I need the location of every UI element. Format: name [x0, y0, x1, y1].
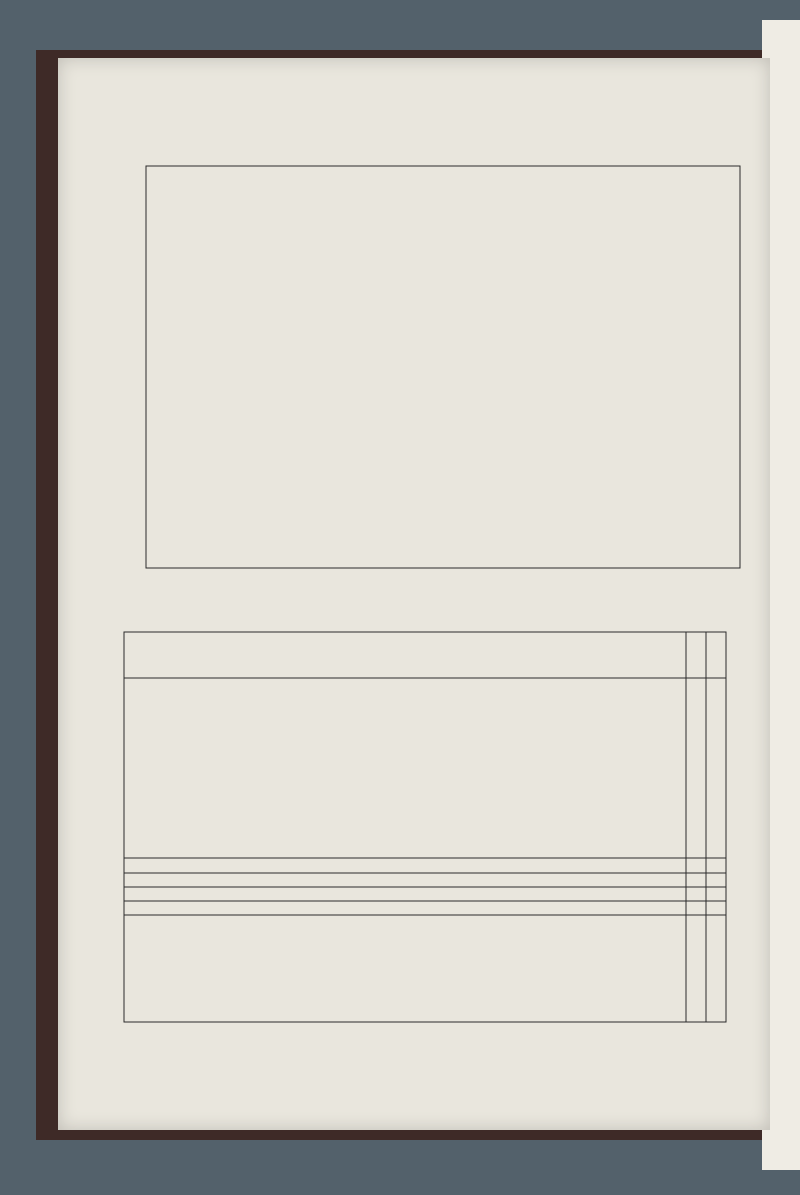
document-page: [58, 58, 770, 1130]
table-rules: [58, 58, 770, 1130]
